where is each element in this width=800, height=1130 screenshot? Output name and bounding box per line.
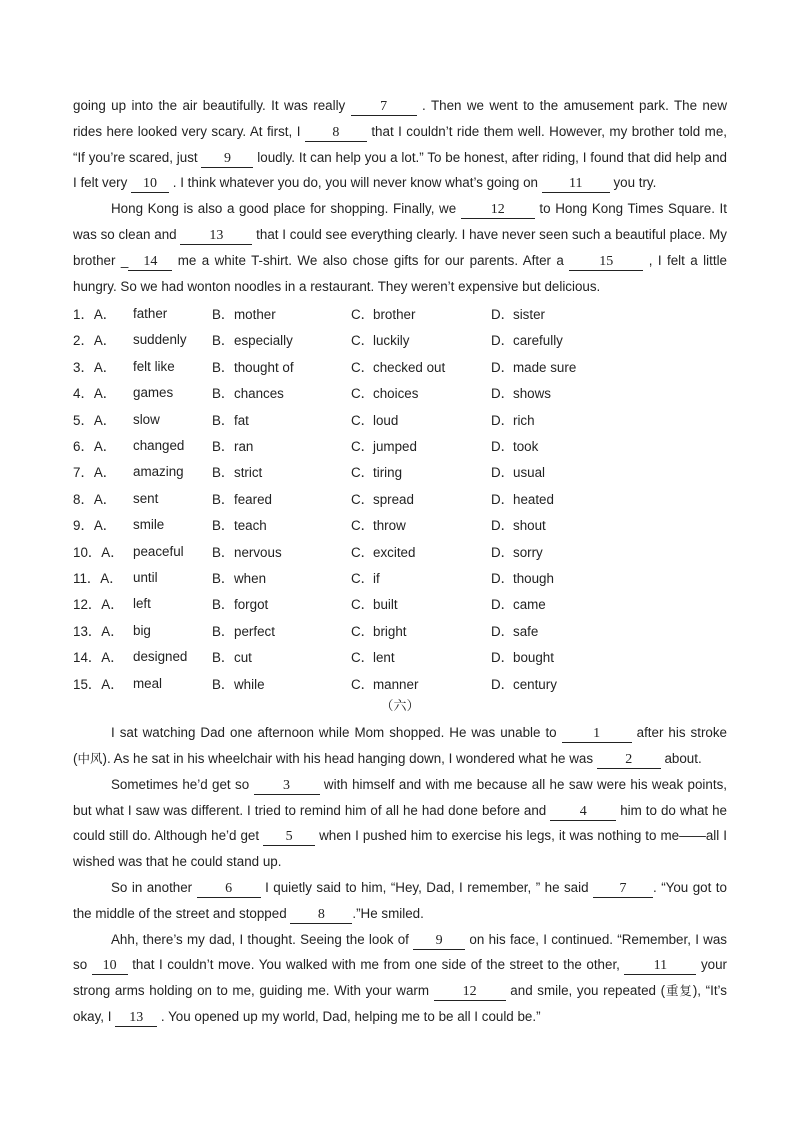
blank-1[interactable]: 1 <box>562 726 632 743</box>
option-row-6 <box>73 432 727 458</box>
option-d[interactable]: D．came <box>491 597 546 613</box>
option-b[interactable]: B．while <box>212 676 265 692</box>
text: going up into the air beautifully. It was really <box>73 98 351 113</box>
option-a[interactable]: smile <box>133 517 165 533</box>
options-list <box>73 300 727 696</box>
option-b[interactable]: B．forgot <box>212 597 269 613</box>
option-d[interactable]: D．heated <box>491 491 554 507</box>
option-row-7 <box>73 459 727 485</box>
blank-5[interactable]: 5 <box>263 829 315 846</box>
text: So in another <box>111 880 197 896</box>
blank-10[interactable]: 10 <box>131 176 169 193</box>
option-a[interactable]: designed <box>133 649 188 665</box>
text: about. <box>660 751 702 767</box>
blank-6[interactable]: 6 <box>197 881 261 898</box>
option-a[interactable]: slow <box>133 411 160 427</box>
option-a[interactable]: amazing <box>133 464 184 480</box>
blank-12[interactable]: 12 <box>461 202 535 219</box>
option-b[interactable]: B．fat <box>212 412 249 428</box>
chinese-gloss: 中风 <box>77 751 103 767</box>
text: . I think whatever you do, you will never know what’s going on <box>169 175 542 191</box>
blank-8[interactable]: 8 <box>305 125 367 142</box>
option-d[interactable]: D．sister <box>491 307 545 323</box>
question-number: 14．A． <box>73 650 124 666</box>
option-c[interactable]: C．if <box>351 570 380 586</box>
option-b[interactable]: B．perfect <box>212 623 275 639</box>
option-b[interactable]: B．feared <box>212 491 272 507</box>
option-c[interactable]: C．jumped <box>351 439 417 455</box>
blank-3[interactable]: 3 <box>254 778 320 795</box>
text: when I pushed him to exercise his legs, it was nothing to me——all I wished was that he could stand up. <box>73 828 727 870</box>
option-row-9 <box>73 512 727 538</box>
text: Hong Kong is also a good place for shopping. Finally, we <box>111 201 461 217</box>
option-c[interactable]: C．loud <box>351 412 399 428</box>
option-a[interactable]: peaceful <box>133 543 184 559</box>
blank-8[interactable]: 8 <box>290 907 352 924</box>
text: .”He smiled. <box>352 905 424 921</box>
option-d[interactable]: D．carefully <box>491 333 563 349</box>
text: Sometimes he’d get so <box>111 776 254 792</box>
option-c[interactable]: C．tiring <box>351 465 403 481</box>
blank-4[interactable]: 4 <box>550 804 616 821</box>
text: I sat watching Dad one afternoon while Mom shopped. He was unable to <box>111 725 562 741</box>
blank-2[interactable]: 2 <box>597 752 661 769</box>
option-d[interactable]: D．century <box>491 676 557 692</box>
question-number: 4．A． <box>73 386 117 402</box>
option-c[interactable]: C．spread <box>351 491 414 507</box>
blank-11[interactable]: 11 <box>624 958 696 975</box>
text: and smile, you repeated ( <box>505 983 666 999</box>
option-d[interactable]: D．though <box>491 570 554 586</box>
option-d[interactable]: D．rich <box>491 412 535 428</box>
option-a[interactable]: meal <box>133 675 163 691</box>
option-c[interactable]: C．manner <box>351 676 419 692</box>
option-row-1 <box>73 300 727 326</box>
text: after his stroke ( <box>73 725 728 767</box>
option-a[interactable]: games <box>133 385 174 401</box>
question-number: 1．A． <box>73 307 117 323</box>
question-number: 5．A． <box>73 412 117 428</box>
text: you try. <box>609 175 657 191</box>
option-a[interactable]: father <box>133 306 168 322</box>
question-number: 3．A． <box>73 359 117 375</box>
option-d[interactable]: D．sorry <box>491 544 543 560</box>
option-d[interactable]: D．shout <box>491 518 546 534</box>
option-row-5 <box>73 406 727 432</box>
option-b[interactable]: B．especially <box>212 333 293 349</box>
passage1-paragraph-1 <box>73 93 727 196</box>
question-number: 6．A． <box>73 439 117 455</box>
blank-14[interactable]: 14 <box>128 254 172 271</box>
text: , I felt a little hungry. So we had wonton noodles in a restaurant. They weren’t expensive but delicious. <box>73 252 727 294</box>
option-c[interactable]: C．throw <box>351 518 406 534</box>
text: me a white T-shirt. We also chose gifts for our parents. After a <box>172 252 570 268</box>
option-b[interactable]: B．when <box>212 570 267 586</box>
section-title: （六） <box>380 699 420 715</box>
blank-9[interactable]: 9 <box>201 151 253 168</box>
question-number: 11．A． <box>73 570 123 586</box>
option-b[interactable]: B．thought of <box>212 359 294 375</box>
option-b[interactable]: B．ran <box>212 439 254 455</box>
blank-7[interactable]: 7 <box>593 881 653 898</box>
question-number: 15．A． <box>73 676 124 692</box>
option-a[interactable]: big <box>133 622 151 638</box>
option-d[interactable]: D．safe <box>491 623 539 639</box>
text: ). As he sat in his wheelchair with his head hanging down, I wondered what he was <box>102 751 597 767</box>
question-number: 7．A． <box>73 465 117 481</box>
option-row-14 <box>73 643 727 669</box>
option-row-12 <box>73 591 727 617</box>
text: with himself and with me because all he saw were his weak points, but what I saw was different. I tried to remind him of all he had done before and <box>73 776 727 818</box>
text: . “You got to the middle of the street and stopped <box>73 880 727 921</box>
option-d[interactable]: D．shows <box>491 386 551 402</box>
page <box>73 93 727 1030</box>
option-c[interactable]: C．luckily <box>351 333 410 349</box>
blank-9[interactable]: 9 <box>413 933 465 950</box>
option-c[interactable]: C．excited <box>351 544 416 560</box>
text: on his face, I continued. “Remember, I was so <box>73 931 727 973</box>
question-number: 13．A． <box>73 623 124 639</box>
option-row-3 <box>73 353 727 379</box>
option-a[interactable]: changed <box>133 438 185 454</box>
option-c[interactable]: C．built <box>351 597 398 613</box>
blank-7[interactable]: 7 <box>351 99 417 116</box>
text: ), “It’s okay, I <box>73 983 727 1024</box>
option-a[interactable]: left <box>133 596 151 612</box>
option-b[interactable]: B．nervous <box>212 544 282 560</box>
option-a[interactable]: felt like <box>133 358 175 374</box>
option-row-10 <box>73 538 727 564</box>
text: I quietly said to him, “Hey, Dad, I remember, ” he said <box>260 880 594 896</box>
option-b[interactable]: B．teach <box>212 518 267 534</box>
option-row-2 <box>73 327 727 353</box>
option-row-15 <box>73 670 727 696</box>
option-row-13 <box>73 617 727 643</box>
option-row-11 <box>73 564 727 590</box>
blank-10[interactable]: 10 <box>92 958 128 975</box>
option-b[interactable]: B．mother <box>212 307 276 323</box>
option-c[interactable]: C．choices <box>351 386 419 402</box>
text: your strong arms holding on to me, guiding me. With your warm <box>73 957 727 999</box>
text: loudly. It can help you a lot.” To be honest, after riding, I found that did help and I felt very <box>73 149 727 191</box>
passage2-paragraph-2 <box>73 772 727 875</box>
text: him to do what he could still do. Although he’d get <box>73 802 728 844</box>
passage2-paragraph-3 <box>73 875 727 927</box>
option-b[interactable]: B．chances <box>212 386 284 402</box>
question-number: 9．A． <box>73 518 117 534</box>
text: that I couldn’t ride them well. However, my brother told me, “If you’re scared, just <box>73 123 727 165</box>
passage1-paragraph-2 <box>73 196 727 299</box>
option-c[interactable]: C．lent <box>351 650 395 666</box>
blank-15[interactable]: 15 <box>569 254 643 271</box>
question-number: 2．A． <box>73 333 117 349</box>
passage2-paragraph-1 <box>73 720 727 772</box>
question-number: 8．A． <box>73 491 117 507</box>
chinese-gloss: 重复 <box>665 983 693 999</box>
question-number: 12．A． <box>73 597 124 613</box>
option-d[interactable]: D．bought <box>491 650 554 666</box>
option-c[interactable]: C．brother <box>351 307 416 323</box>
option-d[interactable]: D．usual <box>491 465 546 481</box>
text: . You opened up my world, Dad, helping me to be all I could be.” <box>157 1009 541 1024</box>
option-c[interactable]: C．bright <box>351 623 407 639</box>
option-b[interactable]: B．cut <box>212 650 252 666</box>
option-row-8 <box>73 485 727 511</box>
option-b[interactable]: B．strict <box>212 465 263 481</box>
text: to Hong Kong Times Square. It was so clean and <box>73 201 728 242</box>
option-d[interactable]: D．made sure <box>491 359 577 375</box>
passage2-paragraph-4 <box>73 927 727 1030</box>
blank-12[interactable]: 12 <box>434 984 506 1001</box>
text: that I couldn’t move. You walked with me from one side of the street to the other, <box>127 957 625 973</box>
option-row-4 <box>73 380 727 406</box>
text: Ahh, there’s my dad, I thought. Seeing the look of <box>111 931 414 947</box>
option-a[interactable]: suddenly <box>133 332 187 348</box>
option-a[interactable]: until <box>133 569 158 585</box>
blank-13[interactable]: 13 <box>180 228 252 245</box>
option-c[interactable]: C．checked out <box>351 359 446 375</box>
option-a[interactable]: sent <box>133 490 159 506</box>
question-number: 10．A． <box>73 544 124 560</box>
blank-13[interactable]: 13 <box>115 1010 157 1027</box>
text: that I could see everything clearly. I have never seen such a beautiful place. My brother _ <box>73 226 727 268</box>
text: . Then we went to the amusement park. The new rides here looked very scary. At first, I <box>73 98 727 139</box>
blank-11[interactable]: 11 <box>542 176 610 193</box>
option-d[interactable]: D．took <box>491 439 539 455</box>
